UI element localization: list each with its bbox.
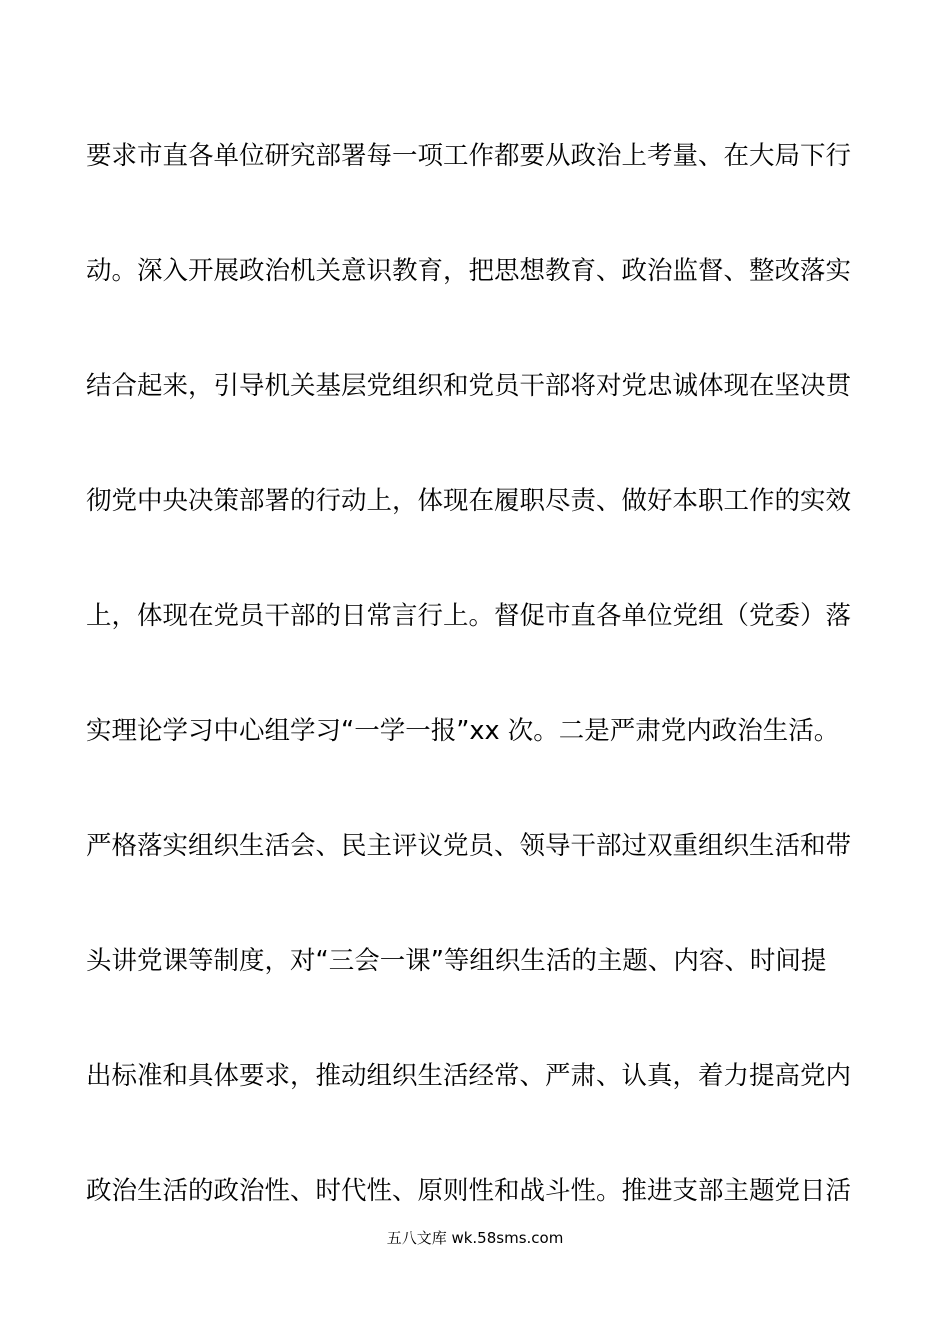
body-text-line: 头讲党课等制度，对“三会一课”等组织生活的主题、内容、时间提 bbox=[86, 946, 827, 976]
body-text-line: 上，体现在党员干部的日常言行上。督促市直各单位党组（党委）落 bbox=[86, 601, 852, 631]
body-text-line: 出标准和具体要求，推动组织生活经常、严肃、认真，着力提高党内 bbox=[86, 1061, 852, 1091]
body-text-line: 动。深入开展政治机关意识教育，把思想教育、政治监督、整改落实 bbox=[86, 256, 852, 286]
body-text-line: 结合起来，引导机关基层党组织和党员干部将对党忠诚体现在坚决贯 bbox=[86, 371, 852, 401]
body-text-line: 实理论学习中心组学习“一学一报”xx 次。二是严肃党内政治生活。 bbox=[86, 716, 840, 746]
body-text-line: 彻党中央决策部署的行动上，体现在履职尽责、做好本职工作的实效 bbox=[86, 486, 852, 516]
page-footer-watermark: 五八文库 wk.58sms.com bbox=[386, 1229, 564, 1247]
body-text-line: 严格落实组织生活会、民主评议党员、领导干部过双重组织生活和带 bbox=[86, 831, 852, 861]
body-text-line: 要求市直各单位研究部署每一项工作都要从政治上考量、在大局下行 bbox=[86, 141, 852, 171]
body-text-line: 政治生活的政治性、时代性、原则性和战斗性。推进支部主题党日活 bbox=[86, 1176, 852, 1206]
